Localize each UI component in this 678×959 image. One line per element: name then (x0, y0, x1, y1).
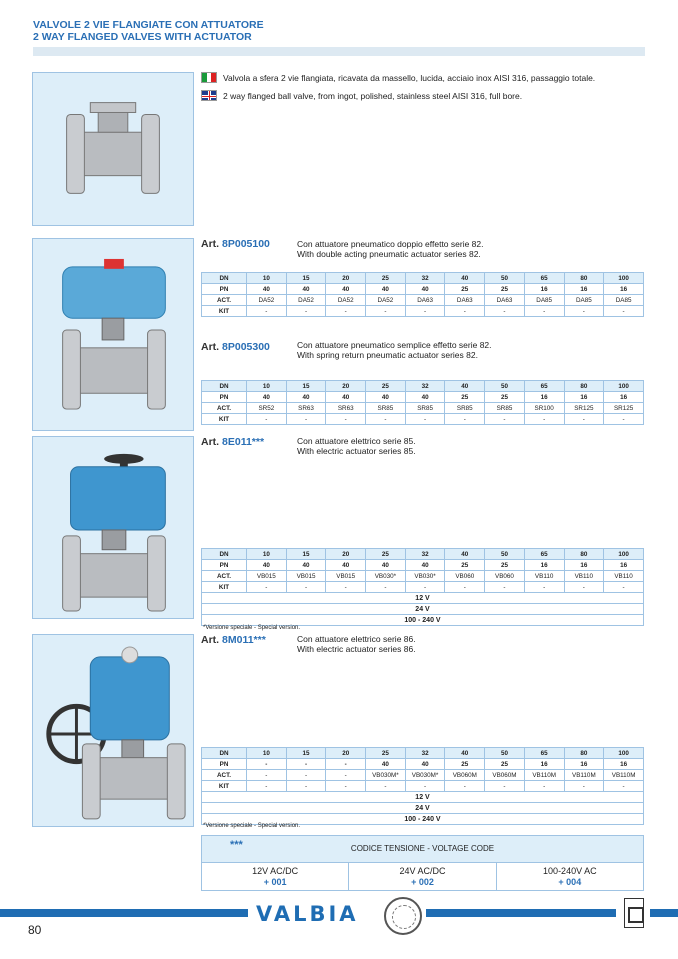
voltage-cell: 12 V (202, 593, 644, 604)
table-cell: VB110 (564, 571, 604, 582)
table-cell: - (247, 582, 287, 593)
voltage-option: 12V AC/DC + 001 (202, 863, 349, 890)
row-label: PN (202, 284, 247, 295)
page-header (33, 19, 264, 43)
table-cell: SR125 (564, 403, 604, 414)
table-cell: 100 (604, 549, 644, 560)
article-1-title: Art. 8P005100 (201, 238, 270, 250)
article-4-title: Art. 8M011*** (201, 634, 266, 646)
table-cell: 40 (405, 759, 445, 770)
special-version-note: *Versione speciale - Special version. (203, 625, 301, 631)
table-cell: - (326, 759, 366, 770)
table-row-kit (202, 582, 644, 593)
article-code: 8P005300 (222, 341, 270, 353)
table-cell: 40 (366, 284, 406, 295)
table-cell: 80 (564, 273, 604, 284)
table-cell: - (564, 306, 604, 317)
table-cell: SR85 (485, 403, 525, 414)
voltage-cell: 24 V (202, 604, 644, 615)
voltage-stars: *** (230, 839, 243, 851)
table-cell: 40 (405, 392, 445, 403)
intro-english (201, 90, 522, 101)
table-cell: 40 (326, 284, 366, 295)
table-cell: - (286, 414, 326, 425)
table-cell: SR85 (445, 403, 485, 414)
table-cell: 20 (326, 273, 366, 284)
table-cell: SR63 (326, 403, 366, 414)
table-cell: - (326, 582, 366, 593)
table-cell: 40 (366, 392, 406, 403)
table-cell: - (286, 759, 326, 770)
table-cell: - (445, 582, 485, 593)
table-cell: 50 (485, 748, 525, 759)
table-cell: - (247, 306, 287, 317)
row-label: ACT. (202, 295, 247, 306)
table-cell: 25 (445, 759, 485, 770)
table-cell: 25 (485, 759, 525, 770)
table-row-pn (202, 392, 644, 403)
table-cell: - (405, 306, 445, 317)
table-cell: - (445, 414, 485, 425)
bonomi-group-logo-icon (624, 898, 644, 928)
table-cell: - (604, 306, 644, 317)
table-cell: 40 (247, 284, 287, 295)
table-cell: 16 (524, 759, 564, 770)
table-cell: - (524, 306, 564, 317)
table-row-dn (202, 381, 644, 392)
table-cell: 40 (286, 560, 326, 571)
table-cell: 40 (405, 560, 445, 571)
title-italian: VALVOLE 2 VIE FLANGIATE CON ATTUATORE (33, 19, 264, 31)
table-cell: 16 (604, 284, 644, 295)
voltage-option: 100-240V AC + 004 (543, 866, 597, 887)
spec-table (201, 548, 644, 626)
table-cell: VB030M* (366, 770, 406, 781)
voltage-option: 24V AC/DC + 002 (349, 863, 496, 890)
table-cell: 15 (286, 381, 326, 392)
table-cell: 100 (604, 381, 644, 392)
table-cell: VB015 (286, 571, 326, 582)
article-2-description: Con attuatore pneumatico semplice effetto serie 82. With spring return pneumatic actuator series 82. (297, 340, 492, 360)
table-cell: 65 (524, 381, 564, 392)
table-row-act (202, 770, 644, 781)
table-cell: 16 (564, 392, 604, 403)
intro-english-text: 2 way flanged ball valve, from ingot, polished, stainless steel AISI 316, full bore. (223, 90, 523, 101)
table-cell: 40 (247, 392, 287, 403)
table-cell: 32 (405, 381, 445, 392)
table-cell: VB110 (604, 571, 644, 582)
table-cell: 80 (564, 549, 604, 560)
table-cell: 20 (326, 748, 366, 759)
table-cell: 16 (524, 560, 564, 571)
article-3-title: Art. 8E011*** (201, 436, 265, 448)
table-cell: - (604, 414, 644, 425)
table-cell: 65 (524, 273, 564, 284)
article-code: 8P005100 (222, 238, 270, 250)
table-cell: - (524, 582, 564, 593)
table-cell: DA52 (247, 295, 287, 306)
table-cell: VB030* (366, 571, 406, 582)
uk-flag-icon (201, 90, 217, 101)
table-cell: - (485, 582, 525, 593)
table-cell: 25 (445, 284, 485, 295)
table-cell: 25 (485, 284, 525, 295)
table-cell: - (524, 781, 564, 792)
row-label: KIT (202, 781, 247, 792)
table-cell: - (247, 781, 287, 792)
table-cell: VB015 (247, 571, 287, 582)
table-cell: - (564, 414, 604, 425)
table-cell: 15 (286, 549, 326, 560)
table-cell: - (485, 414, 525, 425)
table-cell: 25 (366, 273, 406, 284)
table-cell: 65 (524, 748, 564, 759)
table-cell: - (485, 781, 525, 792)
footer-bar-right (426, 909, 616, 917)
table-cell: 80 (564, 748, 604, 759)
table-cell: 40 (366, 759, 406, 770)
table-cell: 20 (326, 549, 366, 560)
table-cell: SR85 (405, 403, 445, 414)
table-cell: VB060M (485, 770, 525, 781)
table-cell: VB110 (524, 571, 564, 582)
special-version-note: *Versione speciale - Special version. (203, 823, 301, 829)
table-cell: - (286, 781, 326, 792)
table-cell: 10 (247, 381, 287, 392)
footer-bar-left (0, 909, 248, 917)
table-cell: DA52 (286, 295, 326, 306)
table-cell: - (326, 781, 366, 792)
table-cell: 32 (405, 549, 445, 560)
row-label: PN (202, 560, 247, 571)
voltage-row (202, 803, 644, 814)
table-cell: 10 (247, 273, 287, 284)
table-cell: - (366, 582, 406, 593)
table-cell: 100 (604, 748, 644, 759)
table-cell: VB030* (405, 571, 445, 582)
electric-valve-image (32, 436, 194, 619)
table-cell: - (485, 306, 525, 317)
table-cell: 16 (564, 560, 604, 571)
voltage-code-box (201, 835, 644, 891)
table-cell: VB060M (445, 770, 485, 781)
table-cell: 10 (247, 549, 287, 560)
table-cell: - (445, 781, 485, 792)
voltage-code-title: CODICE TENSIONE - VOLTAGE CODE (350, 844, 495, 853)
article-3-description: Con attuatore elettrico serie 85. With electric actuator series 85. (297, 436, 416, 456)
table-cell: 40 (247, 560, 287, 571)
row-label: DN (202, 549, 247, 560)
row-label: ACT. (202, 571, 247, 582)
table-cell: - (366, 414, 406, 425)
table-cell: 40 (445, 273, 485, 284)
row-label: ACT. (202, 403, 247, 414)
table-cell: - (405, 582, 445, 593)
voltage-row (202, 593, 644, 604)
table-cell: 40 (286, 284, 326, 295)
table-cell: DA63 (445, 295, 485, 306)
table-cell: 100 (604, 273, 644, 284)
voltage-row (202, 615, 644, 626)
table-row-dn (202, 549, 644, 560)
valve-image (32, 72, 194, 226)
table-cell: 50 (485, 273, 525, 284)
table-cell: 25 (366, 549, 406, 560)
table-cell: SR52 (247, 403, 287, 414)
article-code: 8M011*** (222, 634, 266, 646)
row-label: KIT (202, 582, 247, 593)
voltage-cell: 100 - 240 V (202, 814, 644, 825)
table-cell: 15 (286, 273, 326, 284)
table-cell: VB060 (445, 571, 485, 582)
table-cell: - (247, 414, 287, 425)
table-cell: DA85 (564, 295, 604, 306)
table-row-dn (202, 748, 644, 759)
table-row-act (202, 403, 644, 414)
table-cell: DA85 (604, 295, 644, 306)
table-cell: - (326, 306, 366, 317)
table-cell: VB015 (326, 571, 366, 582)
table-row-kit (202, 781, 644, 792)
table-row-pn (202, 560, 644, 571)
table-cell: 16 (604, 560, 644, 571)
row-label: DN (202, 273, 247, 284)
intro-italian (201, 72, 595, 83)
table-cell: 25 (445, 560, 485, 571)
table-cell: SR85 (366, 403, 406, 414)
table-row-act (202, 295, 644, 306)
table-cell: 16 (604, 392, 644, 403)
row-label: DN (202, 748, 247, 759)
table-cell: VB110M (524, 770, 564, 781)
table-cell: 40 (326, 560, 366, 571)
table-cell: - (366, 306, 406, 317)
table-cell: SR100 (524, 403, 564, 414)
row-label: KIT (202, 306, 247, 317)
table-cell: 40 (366, 560, 406, 571)
title-english: 2 WAY FLANGED VALVES WITH ACTUATOR (33, 31, 252, 43)
table-cell: - (445, 306, 485, 317)
table-cell: DA85 (524, 295, 564, 306)
table-cell: - (604, 582, 644, 593)
article-4-description: Con attuatore elettrico serie 86. With electric actuator series 86. (297, 634, 416, 654)
table-cell: 40 (445, 549, 485, 560)
table-cell: 25 (485, 560, 525, 571)
table-cell: 16 (564, 284, 604, 295)
table-cell: 50 (485, 549, 525, 560)
table-cell: - (564, 781, 604, 792)
table-cell: - (247, 759, 287, 770)
table-cell: - (247, 770, 287, 781)
page-number: 80 (28, 923, 42, 937)
table-cell: - (405, 414, 445, 425)
table-cell: - (366, 781, 406, 792)
table-row-pn (202, 759, 644, 770)
table-cell: 32 (405, 273, 445, 284)
table-cell: VB030M* (405, 770, 445, 781)
table-cell: 25 (366, 748, 406, 759)
table-cell: 80 (564, 381, 604, 392)
row-label: PN (202, 759, 247, 770)
table-cell: 40 (286, 392, 326, 403)
voltage-row (202, 604, 644, 615)
table-cell: 10 (247, 748, 287, 759)
table-cell: DA52 (366, 295, 406, 306)
table-cell: - (524, 414, 564, 425)
table-cell: 25 (366, 381, 406, 392)
voltage-row (202, 792, 644, 803)
table-cell: SR63 (286, 403, 326, 414)
table-cell: - (564, 582, 604, 593)
table-cell: VB110M (604, 770, 644, 781)
table-cell: - (326, 414, 366, 425)
pneumatic-valve-image (32, 238, 194, 431)
table-cell: VB060 (485, 571, 525, 582)
table-cell: 16 (564, 759, 604, 770)
table-cell: DA63 (405, 295, 445, 306)
table-cell: DA63 (485, 295, 525, 306)
row-label: PN (202, 392, 247, 403)
table-cell: 16 (524, 392, 564, 403)
table-row-act (202, 571, 644, 582)
table-cell: 16 (604, 759, 644, 770)
table-cell: - (326, 770, 366, 781)
italy-flag-icon (201, 72, 217, 83)
table-cell: 40 (445, 748, 485, 759)
table-cell: 65 (524, 549, 564, 560)
footer-bar-end (650, 909, 678, 917)
table-row-pn (202, 284, 644, 295)
table-cell: - (604, 781, 644, 792)
table-cell: - (405, 781, 445, 792)
header-bar (33, 47, 645, 56)
table-cell: 40 (445, 381, 485, 392)
table-cell: - (286, 582, 326, 593)
spec-table (201, 747, 644, 825)
table-cell: - (286, 770, 326, 781)
article-2-title: Art. 8P005300 (201, 341, 270, 353)
row-label: DN (202, 381, 247, 392)
row-label: ACT. (202, 770, 247, 781)
table-row-kit (202, 306, 644, 317)
table-row-kit (202, 414, 644, 425)
article-1-description: Con attuatore pneumatico doppio effetto serie 82. With double acting pneumatic actuator series 82. (297, 239, 484, 259)
valbia-logo: VALBIA (256, 902, 359, 926)
table-cell: - (286, 306, 326, 317)
voltage-cell: 24 V (202, 803, 644, 814)
table-cell: 40 (405, 284, 445, 295)
table-cell: 20 (326, 381, 366, 392)
intro-italian-text: Valvola a sfera 2 vie flangiata, ricavata da massello, lucida, acciaio inox AISI 316, passaggio totale. (223, 72, 596, 83)
voltage-cell: 12 V (202, 792, 644, 803)
certification-seal-icon (384, 897, 422, 935)
table-row-dn (202, 273, 644, 284)
table-cell: 25 (445, 392, 485, 403)
table-cell: 50 (485, 381, 525, 392)
table-cell: 16 (524, 284, 564, 295)
table-cell: 25 (485, 392, 525, 403)
row-label: KIT (202, 414, 247, 425)
spec-table (201, 272, 644, 317)
voltage-cell: 100 - 240 V (202, 615, 644, 626)
table-cell: 32 (405, 748, 445, 759)
spec-table (201, 380, 644, 425)
table-cell: 15 (286, 748, 326, 759)
table-cell: VB110M (564, 770, 604, 781)
table-cell: 40 (326, 392, 366, 403)
table-cell: DA52 (326, 295, 366, 306)
article-code: 8E011*** (222, 436, 265, 448)
electric-handwheel-valve-image (32, 634, 194, 827)
table-cell: SR125 (604, 403, 644, 414)
